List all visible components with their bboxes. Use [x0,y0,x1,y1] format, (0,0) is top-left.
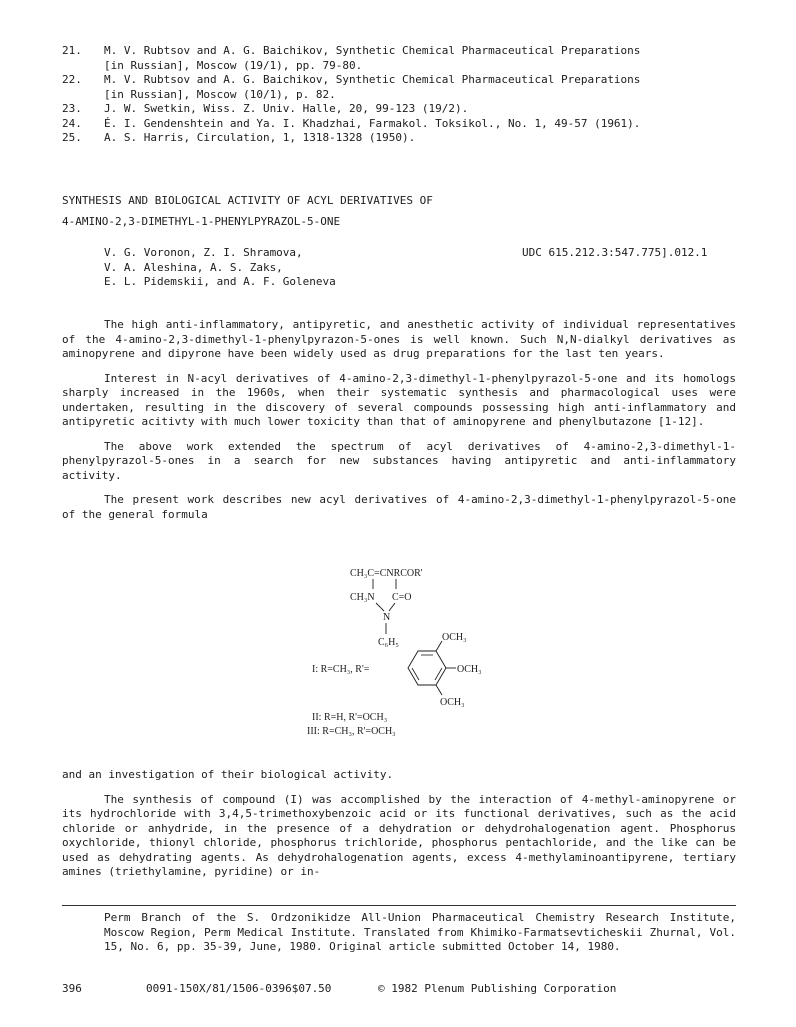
footnote-divider [62,905,736,906]
reference-number: 23. [62,102,82,115]
reference-text: M. V. Rubtsov and A. G. Baichikov, Synthetic Chemical Pharmaceutical Preparations [in Russian], Moscow (19/1), pp. 79-80. [104,44,641,72]
compound-i-label: I: R=CH₃, R'= [312,664,370,675]
reference-number: 21. [62,44,82,57]
bond-line [376,603,384,611]
benzene-ring [408,651,446,685]
paragraph: The above work extended the spectrum of acyl derivatives of 4-amino-2,3-dimethyl-1-phenylpyrazol-5-ones in a search for new substances having antipyretic and anti-inflammatory activity. [62,439,736,482]
paragraph: and an investigation of their biological activity. [62,768,394,781]
reference-number: 22. [62,73,82,86]
reference-list [62,44,752,146]
formula-drawing [290,560,530,740]
author-line: V. G. Voronon, Z. I. Shramova, [104,246,303,259]
bond-line [389,603,395,611]
article-body [62,318,736,532]
author-line: V. A. Aleshina, A. S. Zaks, [104,260,283,274]
reference-item [62,102,752,117]
formula-n-label: N [383,612,391,623]
paragraph: The high anti-inflammatory, antipyretic, and anesthetic activity of individual representatives of the 4-amino-2,3-dimethyl-1-phenylpyrazon-5-ones is well known. Such N,N-dialkyl derivatives as aminopyrene and dipyrone have been widely used as drug preparations for the last ten years. [62,318,736,360]
double-bond [412,668,419,680]
footnote: Perm Branch of the S. Ordzonikidze All-Union Pharmaceutical Chemistry Research Institute, Moscow Region, Perm Medical Institute. Translated from Khimiko-Farmatsevticheskii Zhurnal, Vol. 15, No. 6, pp. 35-39, June, 1980. Original article submitted October 14, 1980. [104,911,736,953]
page-number: 396 [62,982,82,995]
article-code: 0091-150X/81/1506-0396$07.50 [146,982,332,995]
reference-item [62,73,752,102]
reference-number: 25. [62,131,82,144]
article-title [62,194,752,229]
reference-text: J. W. Swetkin, Wiss. Z. Univ. Halle, 20, 99-123 (19/2). [104,102,469,115]
bond-line [436,685,442,695]
udc-code: UDC 615.212.3:547.775].012.1 [522,246,708,259]
author-line: E. L. Pidemskii, and A. F. Goleneva [104,275,336,288]
reference-number: 24. [62,116,82,130]
article-title-line: SYNTHESIS AND BIOLOGICAL ACTIVITY OF ACYL DERIVATIVES OF [62,194,433,207]
paragraph: Interest in N-acyl derivatives of 4-amino-2,3-dimethyl-1-phenylpyrazol-5-one and its homologs sharply increased in the 1960s, when their systematic synthesis and pharmacological uses were undertaken, resulting in the discovery of several compounds possessing high anti-inflammatory and antipyretic acitivty with much lower toxicity than that of aminopyrene and phenylbutazone [1-12]. [62,371,736,428]
och3-top: OCH₃ [442,632,467,643]
reference-item [62,44,752,73]
chemical-formula [290,560,530,740]
copyright-notice: © 1982 Plenum Publishing Corporation [378,982,617,995]
compound-ii-label: II: R=H, R'=OCH₃ [312,712,388,723]
reference-item [62,117,752,132]
och3-middle: OCH₃ [457,664,482,675]
och3-bottom: OCH₃ [440,697,465,708]
author-list [104,246,404,290]
double-bond [435,668,442,680]
formula-ring-left: CH₃N [350,592,375,603]
paragraph: The synthesis of compound (I) was accomplished by the interaction of 4-methyl-aminopyrene or its hydrochloride with 3,4,5-trimethoxybenzoic acid or its functional derivatives, such as the acid chloride or anhydride, in the presence of a dehydration or dehydrohalogenation agent. Phosphorus oxychloride, thionyl chloride, phosphorus trichloride, phosphorus pentachloride, and the like can be used as dehydrating agents. As dehydrohalogenation agents, excess 4-methylaminoantipyrene, tertiary amines (triethylamine, pyridine) or in- [62,792,736,878]
formula-top-line: CH₃C=CNRCOR' [350,568,423,579]
reference-item [62,131,752,146]
formula-ring-right: C=O [392,592,412,603]
article-body-continued [62,768,736,890]
compound-iii-label: III: R=CH₃, R'=OCH₃ [307,726,396,737]
paragraph: The present work describes new acyl derivatives of 4-amino-2,3-dimethyl-1-phenylpyrazol-5-one of the general formula [62,493,736,521]
reference-text: A. S. Harris, Circulation, 1, 1318-1328 (1950). [104,131,416,144]
formula-phenyl: C₆H₅ [378,637,399,648]
article-title-line: 4-AMINO-2,3-DIMETHYL-1-PHENYLPYRAZOL-5-ONE [62,214,341,228]
reference-text: É. I. Gendenshtein and Ya. I. Khadzhai, Farmakol. Toksikol., No. 1, 49-57 (1961). [104,116,641,130]
page-footer [62,982,736,997]
reference-text: M. V. Rubtsov and A. G. Baichikov, Synthetic Chemical Pharmaceutical Preparations [in Russian], Moscow (10/1), p. 82. [104,73,641,101]
